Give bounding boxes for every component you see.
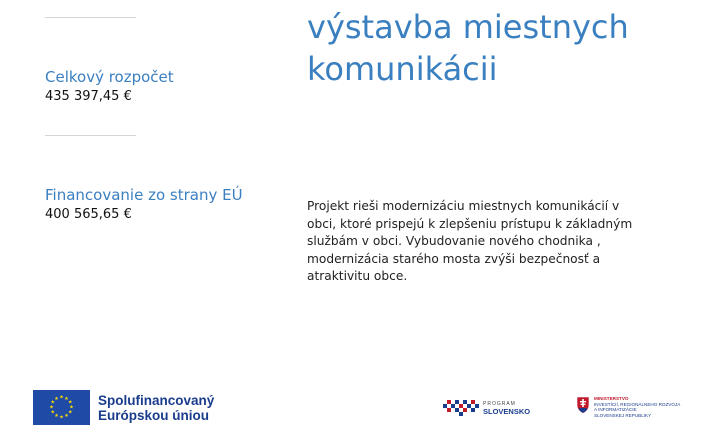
- slovak-crest-icon: [576, 396, 590, 414]
- svg-text:★: ★: [49, 404, 54, 411]
- eu-text-line1: Spolufinancovaný: [98, 393, 215, 408]
- svg-text:★: ★: [59, 394, 64, 401]
- total-budget-label: Celkový rozpočet: [45, 68, 174, 86]
- svg-text:★: ★: [59, 414, 64, 421]
- svg-text:★: ★: [67, 399, 73, 406]
- eu-text-line2: Európskou úniou: [98, 408, 209, 423]
- svg-text:★: ★: [54, 413, 59, 420]
- divider-middle: [45, 135, 136, 136]
- eu-funding-label: Financovanie zo strany EÚ: [45, 186, 243, 204]
- page-title-line2: komunikácii: [307, 50, 498, 88]
- eu-funding-value: 400 565,65 €: [45, 207, 132, 222]
- program-big-text: SLOVENSKO: [483, 407, 531, 416]
- svg-text:★: ★: [64, 413, 69, 420]
- program-small-text: PROGRAM: [483, 401, 516, 407]
- svg-text:★: ★: [50, 399, 56, 406]
- program-slovensko-mark-icon: [443, 398, 479, 418]
- program-slovensko-logo: [443, 398, 530, 418]
- svg-text:★: ★: [54, 395, 59, 402]
- ministry-line3: A INFORMATIZÁCIE: [594, 407, 637, 413]
- svg-text:★: ★: [64, 395, 69, 402]
- svg-text:★: ★: [67, 409, 73, 416]
- svg-text:★: ★: [50, 409, 56, 416]
- divider-top: [45, 17, 136, 18]
- ministry-line4: SLOVENSKEJ REPUBLIKY: [594, 412, 652, 418]
- ministry-line2: INVESTÍCIÍ, REGIONÁLNEHO ROZVOJA: [594, 401, 681, 407]
- project-description: Projekt rieši modernizáciu miestnych komunikácií v obci, ktoré prispejú k zlepšeniu prístupu k základným službám v obci. Vybudovanie nového chodnika , modernizácia starého mosta zvýši bezpečnosť a atraktivitu obce.: [307, 199, 633, 283]
- page-title: [307, 6, 707, 90]
- ministry-logo: [576, 396, 714, 418]
- ministry-line1: MINISTERSTVO: [594, 396, 629, 401]
- svg-text:★: ★: [69, 404, 74, 411]
- page-title-line1: výstavba miestnych: [307, 8, 629, 46]
- total-budget-value: 435 397,45 €: [45, 89, 132, 104]
